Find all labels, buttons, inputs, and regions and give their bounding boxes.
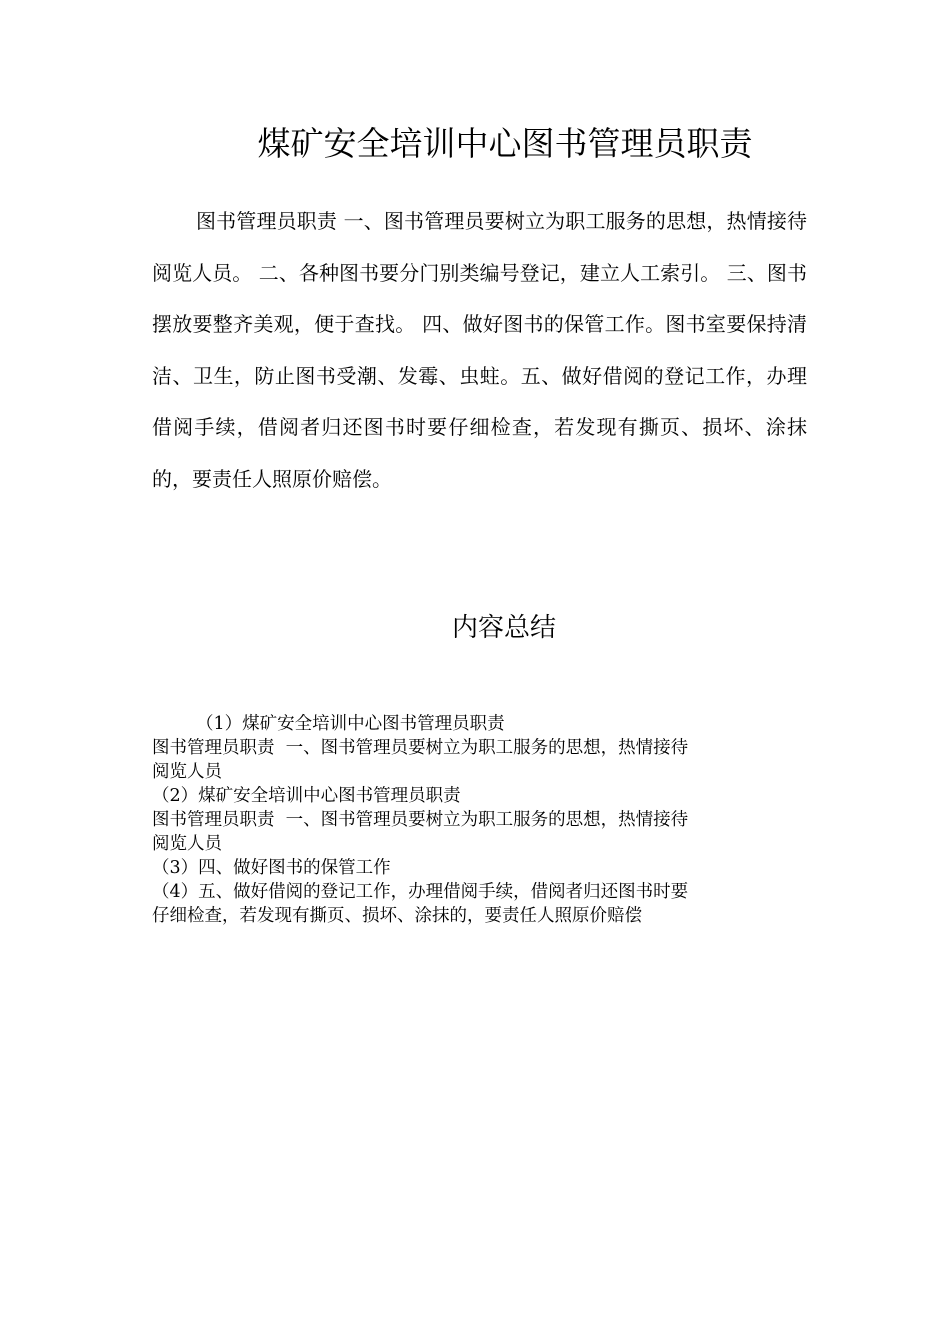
summary-line: 图书管理员职责 一、图书管理员要树立为职工服务的思想，热情接待 xyxy=(152,810,689,830)
document-body: 图书管理员职责 一、图书管理员要树立为职工服务的思想，热情接待阅览人员。 二、各种图书要分门别类编号登记，建立人工索引。 三、图书摆放要整齐美观，便于查找。 四、做好图书的保管工作。图书室要保持清洁、卫生，防止图书受潮、发霉、虫蛀。五、做好借阅的登记工作，办理借阅手续，借阅者归还图书时要仔细检查，若发现有撕页、损坏、涂抹的，要责任人照原价赔偿。 xyxy=(152,209,807,491)
summary-line: 仔细检查，若发现有撕页、损坏、涂抹的，要责任人照原价赔偿 xyxy=(152,906,642,926)
document-title: 煤矿安全培训中心图书管理员职责 xyxy=(257,124,753,163)
summary-line: （3）四、做好图书的保管工作 xyxy=(152,858,391,878)
summary-list xyxy=(152,712,792,928)
summary-line: （2）煤矿安全培训中心图书管理员职责 xyxy=(152,786,461,806)
summary-line: 阅览人员 xyxy=(152,834,222,854)
summary-heading: 内容总结 xyxy=(451,613,556,643)
summary-line: 图书管理员职责 一、图书管理员要树立为职工服务的思想，热情接待 xyxy=(152,738,689,758)
summary-line: （1）煤矿安全培训中心图书管理员职责 xyxy=(196,714,505,734)
summary-line: 阅览人员 xyxy=(152,762,222,782)
summary-line: （4）五、做好借阅的登记工作，办理借阅手续，借阅者归还图书时要 xyxy=(152,882,689,902)
